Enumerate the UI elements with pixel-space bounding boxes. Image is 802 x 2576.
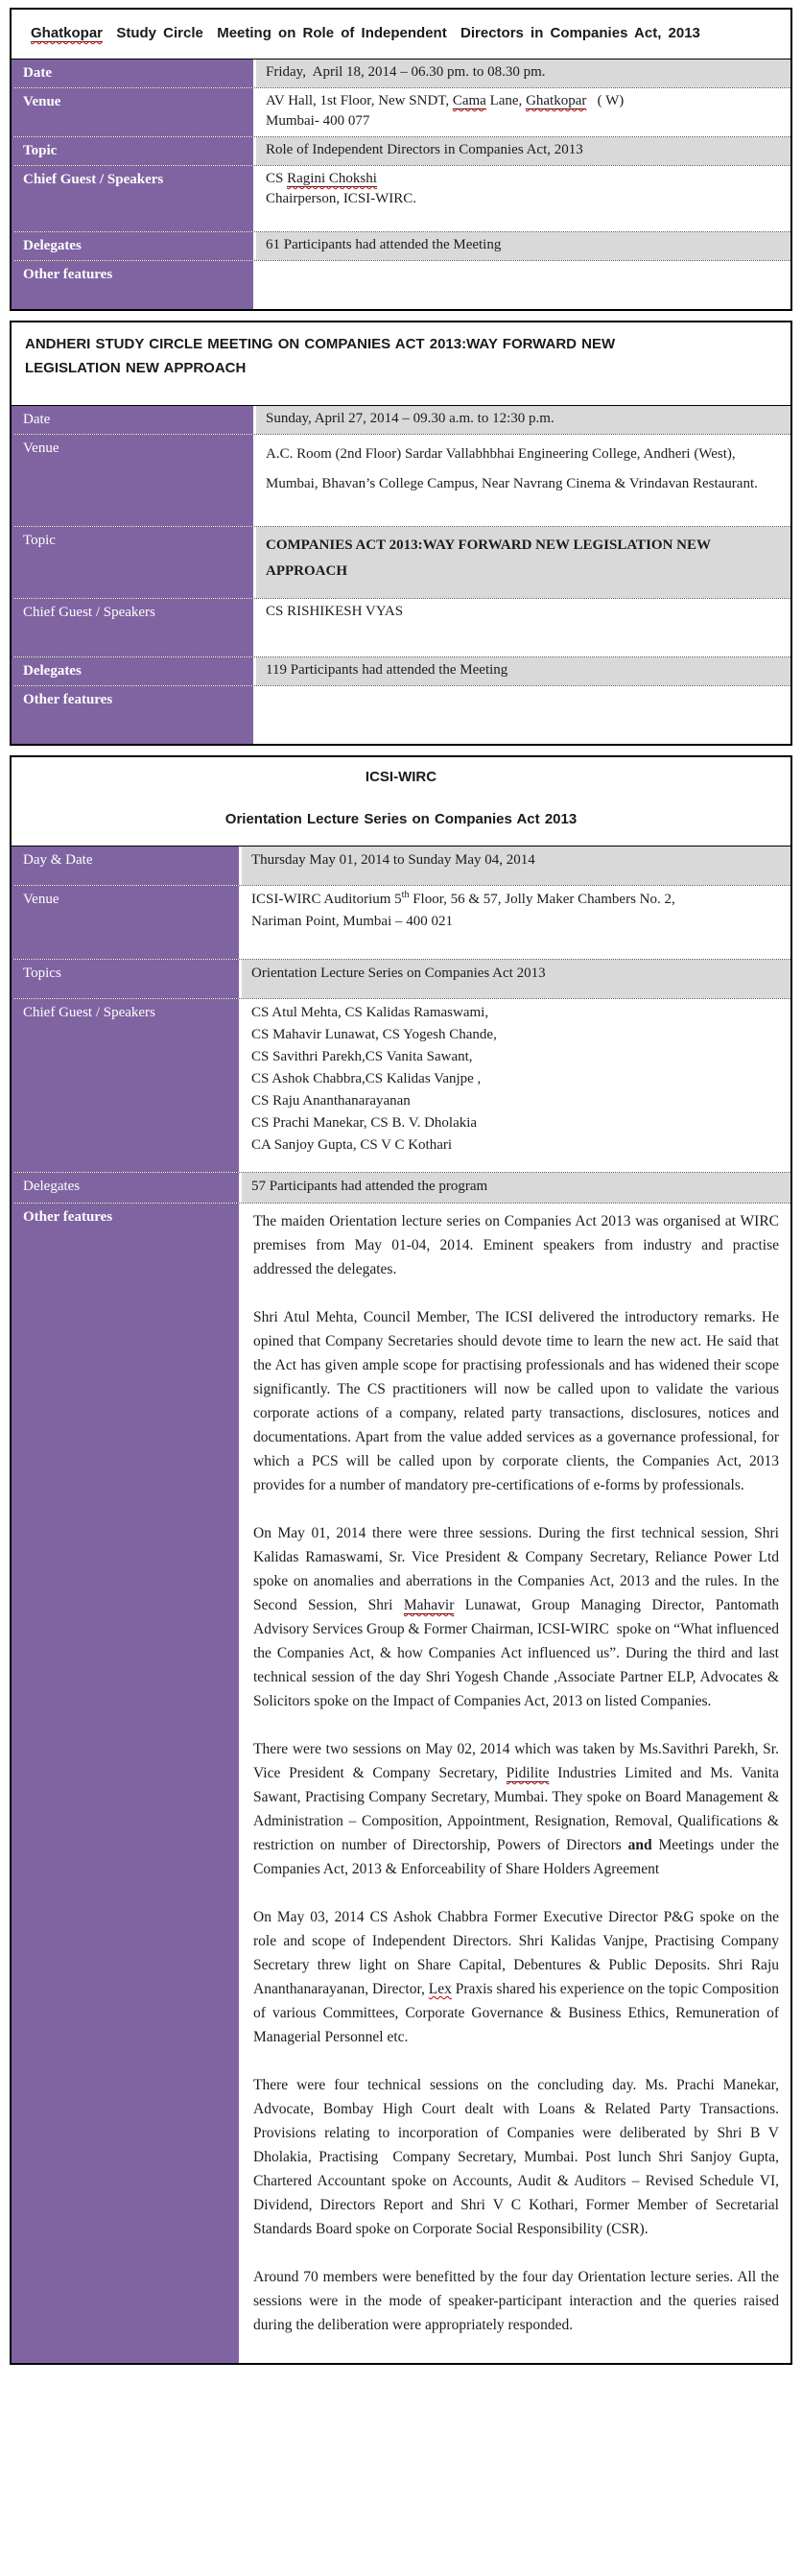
row-value: Sunday, April 27, 2014 – 09.30 a.m. to 12:30 p.m. [253,406,790,434]
other-features-paragraph: Around 70 members were benefitted by the four day Orientation lecture series. All the sessions were in the mode of speaker-participant interaction and the queries raised during the deliberation were appropriately responded. [253,2269,779,2333]
table-row [12,60,790,87]
row-value: Orientation Lecture Series on Companies Act 2013 [239,960,790,998]
row-value: AV Hall, 1st Floor, New SNDT, Cama Lane, Ghatkopar ( W) Mumbai- 400 077 [253,88,790,136]
table-row [12,598,790,656]
row-label: Topic [12,527,253,598]
row-value: ICSI-WIRC Auditorium 5th Floor, 56 & 57, Jolly Maker Chambers No. 2, Nariman Point, Mumbai – 400 021 [239,886,790,959]
other-features-paragraph: On May 03, 2014 CS Ashok Chabbra Former Executive Director P&G spoke on the role and scope of Independent Directors. Shri Kalidas Vanjpe, Practising Company Secretary threw light on Share Capital, Debentures & Public Deposits. Shri Raju Ananthanarayanan, Director, Lex Praxis shared his experience on the topic Composition of various Committees, Corporate Governance & Business Ethics, Remuneration of Managerial Personnel etc. [253,1909,779,2045]
table-row [12,434,790,526]
other-features-paragraph: There were two sessions on May 02, 2014 which was taken by Ms.Savithri Parekh, Sr. Vice President & Company Secretary, Pidilite Industries Limited and Ms. Vanita Sawant, Practising Company Secretary, Mumbai. They spoke on Board Management & Administration – Composition, Appointment, Resignation, Removal, Qualifications & restriction on number of Directorship, Powers of Directors and Meetings under the Companies Act, 2013 & Enforceability of Share Holders Agreement [253,1741,779,1877]
row-label: Venue [12,886,239,959]
row-label: Delegates [12,1173,239,1203]
row-label: Delegates [12,657,253,685]
row-value: A.C. Room (2nd Floor) Sardar Vallabhbhai Engineering College, Andheri (West), Mumbai, Bhavan’s College Campus, Near Navrang Cinema & Vrindavan Restaurant. [253,435,790,526]
table-ghatkopar-meeting [10,8,792,311]
row-label: Venue [12,88,253,136]
row-value: Thursday May 01, 2014 to Sunday May 04, 2014 [239,847,790,885]
table-row [12,1203,790,2363]
row-label: Delegates [12,232,253,260]
row-label: Topic [12,137,253,165]
table-title: ANDHERI STUDY CIRCLE MEETING ON COMPANIES ACT 2013:WAY FORWARD NEW LEGISLATION NEW APPROACH [12,322,790,406]
other-features-paragraph: On May 01, 2014 there were three sessions. During the first technical session, Shri Kalidas Ramaswami, Sr. Vice President & Company Secretary, Reliance Power Ltd spoke on anomalies and aberrations in the Companies Act, 2013 and the rules. In the Second Session, Shri Mahavir Lunawat, Group Managing Director, Pantomath Advisory Services Group & Former Chairman, ICSI-WIRC spoke on “What influenced the Companies Act, & how Companies Act influenced us”. During the third and last technical session of the day Shri Yogesh Chande ,Associate Partner ELP, Advocates & Solicitors spoke on the Impact of Companies Act, 2013 on listed Companies. [253,1525,780,1709]
table-row [12,959,790,998]
other-features-paragraph: Shri Atul Mehta, Council Member, The ICSI delivered the introductory remarks. He opined that Company Secretaries should devote time to learn the new act. He said that the Act has given ample scope for practising professionals and has widened their scope significantly. The CS practitioners will now be called upon to validate the various corporate actions of a company, related party transactions, disclosures, notices and documentations. Apart from the value added services as a governance professional, for which a PCS will be called upon by corporate clients, the Companies Act, 2013 provides for a number of mandatory pre-certifications of e-forms by professionals. [253,1309,779,1493]
table-row [12,1172,790,1203]
table-row [12,231,790,260]
row-label: Other features [12,261,253,309]
table-row [12,526,790,598]
table-title: Ghatkopar Study Circle Meeting on Role of Independent Directors in Companies Act, 2013 [12,10,790,60]
row-value: 119 Participants had attended the Meeting [253,657,790,685]
row-label: Other features [12,1204,239,2363]
row-value: 61 Participants had attended the Meeting [253,232,790,260]
other-features-paragraph: The maiden Orientation lecture series on Companies Act 2013 was organised at WIRC premises from May 01-04, 2014. Eminent speakers from industry and practise addressed the delegates. [253,1213,779,1277]
table-row [12,998,790,1172]
row-label: Date [12,406,253,434]
row-label: Chief Guest / Speakers [12,999,239,1172]
row-label: Topics [12,960,239,998]
row-label: Day & Date [12,847,239,885]
table-row [12,136,790,165]
table-row [12,685,790,744]
table-title-line2: Orientation Lecture Series on Companies Act 2013 [224,811,578,827]
row-value: CS Atul Mehta, CS Kalidas Ramaswami, CS Mahavir Lunawat, CS Yogesh Chande, CS Savithri Parekh,CS Vanita Sawant, CS Ashok Chabbra,CS Kalidas Vanjpe , CS Raju Ananthanarayanan CS Prachi Manekar, CS B. V. Dholakia CA Sanjoy Gupta, CS V C Kothari [239,999,790,1172]
row-label: Date [12,60,253,87]
row-label: Venue [12,435,253,526]
row-value: CS Ragini Chokshi Chairperson, ICSI-WIRC. [253,166,790,231]
other-features-paragraph: There were four technical sessions on the concluding day. Ms. Prachi Manekar, Advocate, Bombay High Court dealt with Loans & Related Party Transactions. Provisions relating to incorporation of Companies were deliberated by Shri B V Dholakia, Practising Company Secretary, Mumbai. Post lunch Shri Sanjoy Gupta, Chartered Accountant spoke on Accounts, Audit & Auditors – Revised Schedule VI, Dividend, Directors Report and Shri V C Kothari, Former Member of Secretarial Standards Board spoke on Corporate Social Responsibility (CSR). [253,2077,779,2237]
row-value: Role of Independent Directors in Companies Act, 2013 [253,137,790,165]
row-label: Chief Guest / Speakers [12,599,253,656]
row-value: COMPANIES ACT 2013:WAY FORWARD NEW LEGISLATION NEW APPROACH [253,527,790,598]
table-orientation-lecture-series [10,755,792,2365]
table-row [12,260,790,309]
row-value: Friday, April 18, 2014 – 06.30 pm. to 08.30 pm. [253,60,790,87]
row-value [253,686,790,744]
table-row [12,885,790,959]
other-features-text [239,1204,790,2363]
table-title [12,757,790,847]
table-row [12,87,790,136]
table-row [12,656,790,685]
table-row [12,847,790,885]
table-row [12,165,790,231]
row-value: CS RISHIKESH VYAS [253,599,790,656]
table-row [12,406,790,434]
table-andheri-meeting [10,321,792,746]
row-value: 57 Participants had attended the program [239,1173,790,1203]
row-label: Chief Guest / Speakers [12,166,253,231]
row-label: Other features [12,686,253,744]
row-value [253,261,790,309]
table-title-line1: ICSI-WIRC [365,769,437,785]
